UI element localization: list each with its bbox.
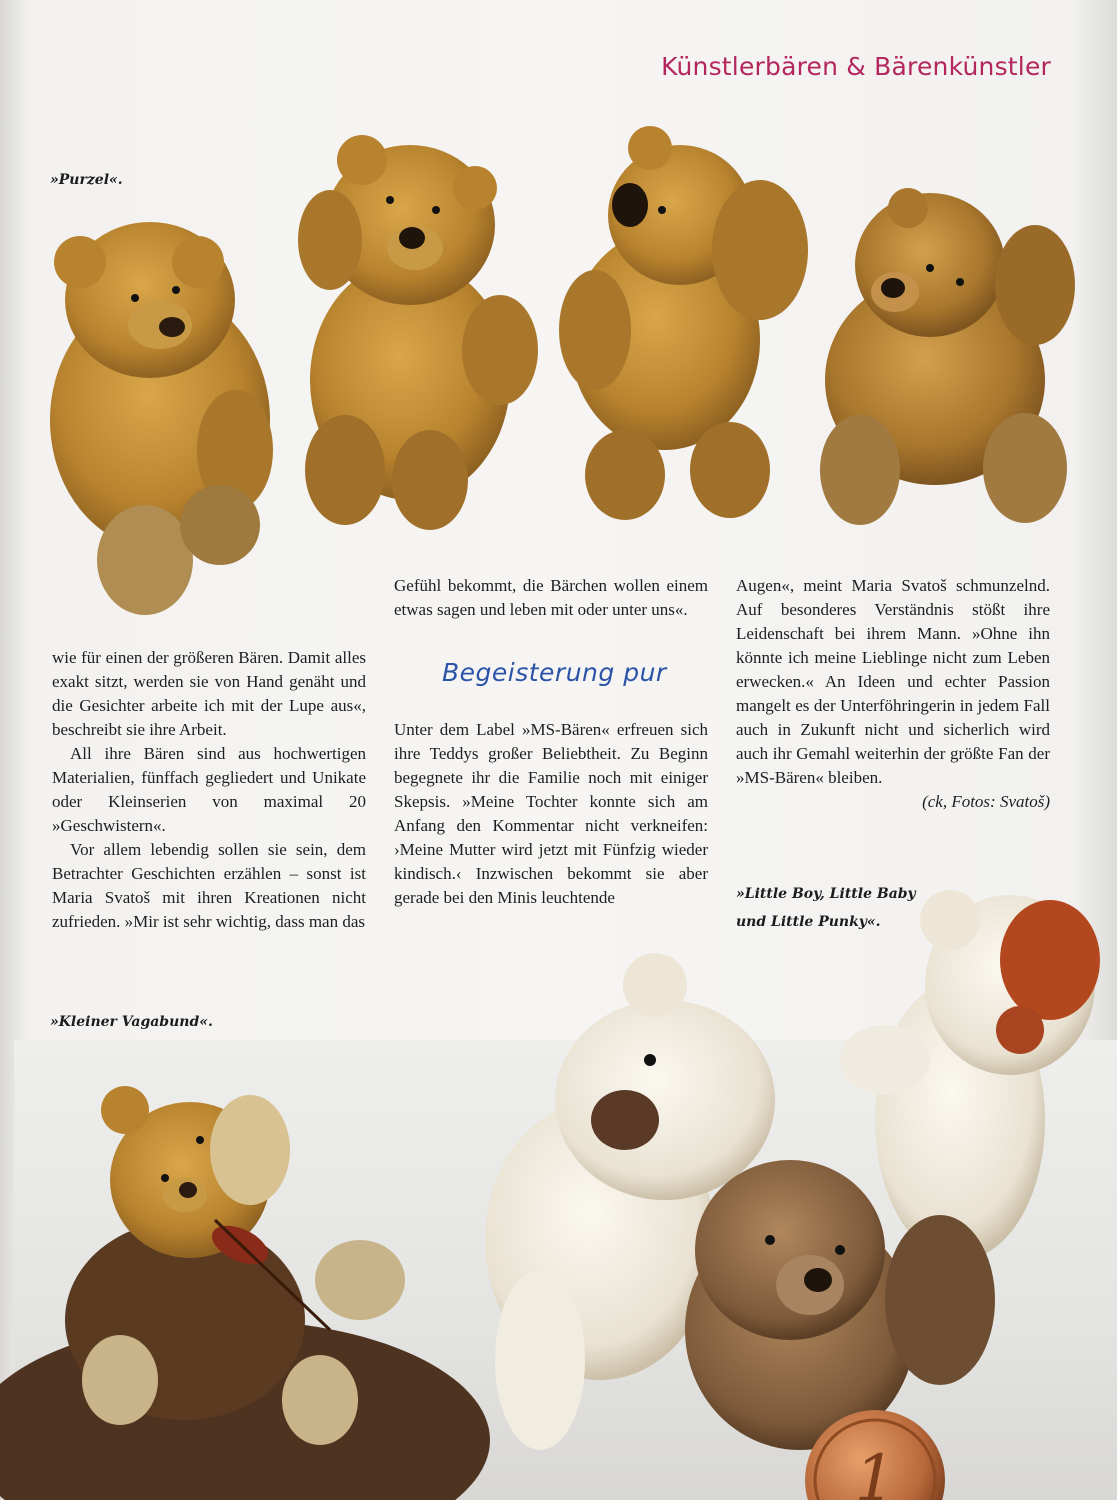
caption-kleiner-vagabund: »Kleiner Vagabund«. bbox=[50, 1014, 213, 1030]
paragraph: Unter dem Label »MS-Bären« erfreuen sich ihre Teddys großer Beliebtheit. Zu Beginn begegnete ihr die Familie noch mit einiger Skepsis. »Meine Tochter konnte sich am Anfang den Kommentar nicht verkneifen: ›Meine Mutter wird jetzt mit Fünfzig wieder kindisch.‹ Inzwischen bekommt sie aber gerade bei den Minis leuchtende bbox=[394, 720, 708, 907]
caption-little-boy: »Little Boy, Little Baby und Little Punky«. bbox=[736, 886, 916, 930]
caption-purzel: »Purzel«. bbox=[50, 172, 123, 188]
subheading: Begeisterung pur bbox=[442, 658, 667, 687]
text-column-2b bbox=[394, 718, 708, 910]
page-header: Künstlerbären & Bärenkünstler bbox=[661, 52, 1051, 81]
paragraph: Vor allem lebendig sollen sie sein, dem Betrachter Geschichten erzählen – sonst ist Maria Svatoš mit ihren Kreationen nicht zufrieden. »Mir ist sehr wichtig, dass man das bbox=[52, 840, 366, 931]
paragraph: All ihre Bären sind aus hochwertigen Materialien, fünffach gegliedert und Unikate oder Kleinserien von maximal 20 »Geschwistern«. bbox=[52, 744, 366, 835]
coin-value: 1 bbox=[854, 1442, 896, 1500]
bear-four bbox=[820, 188, 1075, 525]
text-column-3 bbox=[736, 574, 1050, 814]
bear-kleiner-vagabund bbox=[0, 1086, 490, 1500]
bear-three bbox=[559, 126, 808, 520]
photo-credit: (ck, Fotos: Svatoš) bbox=[922, 792, 1050, 811]
paragraph: Augen«, meint Maria Svatoš schmunzelnd. Auf besonderes Verständnis stößt ihre Leidenschaft bei ihrem Mann. »Ohne ihn könnte ich meine Lieblinge nicht zum Leben erwecken.« An Ideen und echter Passion mangelt es der Unterföhringerin in jedem Fall auch in Zukunft nicht und sicherlich wird auch ihr Gemahl weiterhin der größte Fan der »MS-Bären« bleiben. bbox=[736, 576, 1050, 787]
text-column-2 bbox=[394, 574, 708, 622]
bear-two bbox=[298, 135, 538, 530]
bears-little-group bbox=[485, 890, 1100, 1450]
paragraph: wie für einen der größeren Bären. Damit alles exakt sitzt, werden sie von Hand genäht und die Gesichter arbeite ich mit der Lupe aus«, beschreibt sie ihre Arbeit. bbox=[52, 648, 366, 739]
paragraph: Gefühl bekommt, die Bärchen wollen einem etwas sagen und leben mit oder unter uns«. bbox=[394, 576, 708, 619]
bear-purzel bbox=[50, 222, 273, 615]
text-column-1 bbox=[52, 646, 366, 934]
